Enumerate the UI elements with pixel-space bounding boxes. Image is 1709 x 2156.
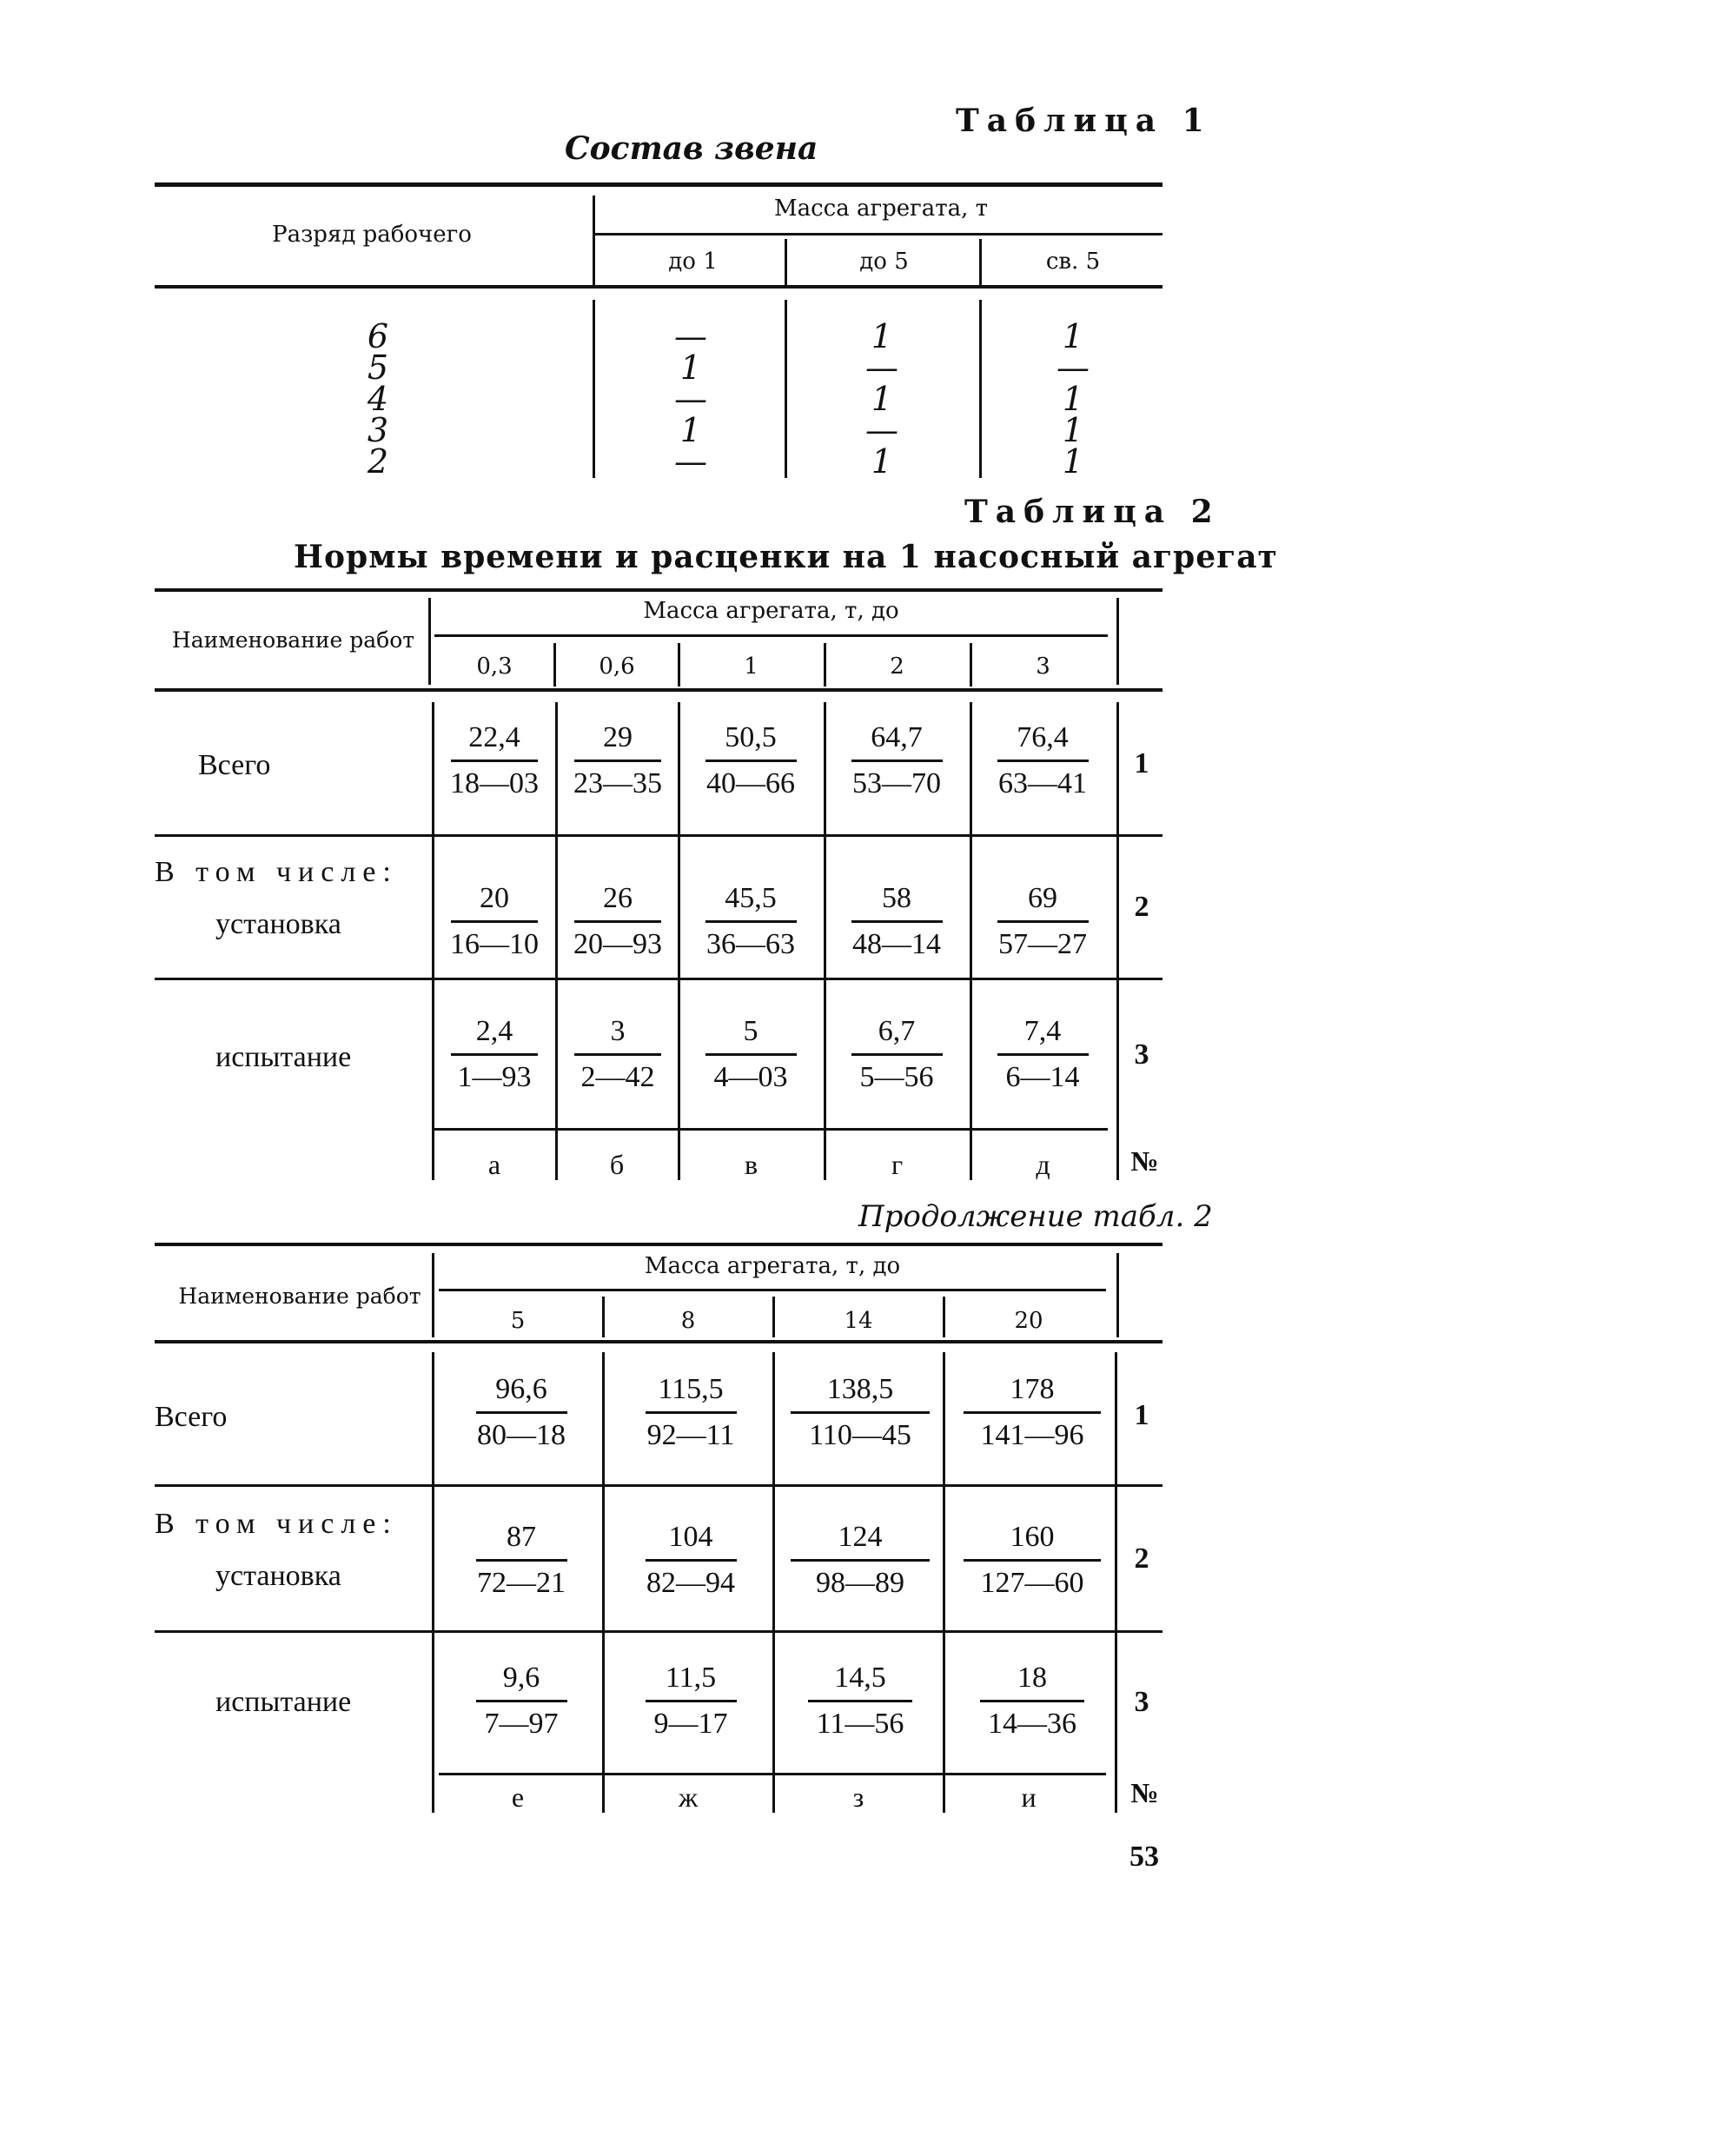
- table2b-subhead-rule: [439, 1289, 1106, 1291]
- table2b-col-letter: и: [1021, 1781, 1037, 1813]
- table2-vrule-body-0: [432, 702, 434, 1180]
- table2-caption: Таблица 2: [964, 494, 1221, 530]
- table2b-vrule-head-0: [432, 1253, 434, 1337]
- table2-number-sign: №: [1130, 1145, 1159, 1177]
- table1-vrule-body-0: [593, 300, 595, 478]
- table2-row2-rule: [155, 978, 1163, 980]
- table2-cell-fraction: 50,5 40—66: [706, 721, 795, 799]
- table1-cell: 1: [1062, 411, 1084, 449]
- table1-head-rule: [155, 285, 1163, 289]
- table1-vrule-head-0: [593, 196, 595, 287]
- table2-vrule-body-4: [970, 702, 972, 1180]
- table1-col-2: до 5: [859, 249, 909, 275]
- table1-rank-6: 6: [367, 317, 389, 355]
- table2-cell-fraction: 58 48—14: [852, 882, 941, 960]
- table2b-cell-fraction: 115,5 92—11: [630, 1373, 752, 1452]
- table2-col-5: 3: [1036, 653, 1050, 680]
- table2-row-number: 1: [1134, 747, 1149, 779]
- table2-row-number: 2: [1134, 891, 1149, 923]
- table2b-vrule-body-3: [943, 1352, 945, 1813]
- table2-row1-label: Всего: [198, 749, 271, 781]
- table1-vrule-head-2: [979, 239, 982, 287]
- table2b-row-number: 1: [1134, 1399, 1149, 1431]
- table2-cell-fraction: 6,7 5—56: [841, 1015, 952, 1094]
- table2-cell-fraction: 20 16—10: [450, 882, 539, 960]
- table2-cell-fraction: 7,4 6—14: [987, 1015, 1098, 1094]
- table2b-row-number: 3: [1134, 1686, 1149, 1718]
- table2-cell-fraction: 76,4 63—41: [998, 721, 1087, 799]
- table1-top-rule: [155, 182, 1163, 187]
- table1-col-3: св. 5: [1045, 249, 1101, 275]
- table1-vrule-body-1: [785, 300, 787, 478]
- table2b-cell-fraction: 96,6 80—18: [477, 1373, 566, 1451]
- table2b-col-1: 5: [510, 1308, 526, 1334]
- page-number: 53: [1129, 1841, 1159, 1873]
- table2-vrule-head: [824, 643, 826, 687]
- table2-vrule-body-3: [824, 702, 826, 1180]
- table2b-row1-rule: [155, 1484, 1163, 1487]
- table2b-row2-label-extra: установка: [215, 1560, 341, 1592]
- table2b-col-2: 8: [680, 1308, 696, 1334]
- table2b-head-rule: [155, 1340, 1163, 1343]
- table2b-top-rule: [155, 1243, 1163, 1246]
- table2-vrule-body-r: [1116, 702, 1119, 1180]
- table2b-vrule-body-r: [1115, 1352, 1117, 1813]
- table2-cell-fraction: 29 23—35: [573, 721, 662, 799]
- table2-col-4: 2: [890, 653, 904, 680]
- table2b-row3-label-extra: испытание: [215, 1686, 352, 1718]
- table2-head-mass: Масса агрегата, т, до: [643, 598, 899, 624]
- table2-cell-fraction: 45,5 36—63: [706, 882, 795, 960]
- table2-title: Нормы времени и расценки на 1 насосный агрегат: [294, 539, 1278, 575]
- table2b-row2-rule: [155, 1630, 1163, 1633]
- table2b-cell-fraction: 9,6 7—97: [460, 1662, 582, 1741]
- table1-head-mass: Масса агрегата, т: [773, 196, 989, 222]
- table2b-col-letter: ж: [678, 1781, 699, 1813]
- table1-cell: —: [1057, 348, 1090, 387]
- table1-title: Состав звена: [565, 130, 818, 167]
- table2b-row-number: 2: [1134, 1542, 1149, 1575]
- table2b-row2-label: В том числе:: [155, 1508, 398, 1540]
- table2-col-letter: а: [487, 1149, 501, 1180]
- table1-subhead-rule: [595, 233, 1163, 236]
- table2b-vrule-body-1: [602, 1352, 605, 1813]
- table1-cell: 1: [679, 348, 702, 387]
- table2-col-2: 0,6: [599, 653, 635, 680]
- table2b-cell-fraction: 11,5 9—17: [630, 1662, 752, 1741]
- table1-rank-4: 4: [367, 380, 389, 418]
- table2-cell-fraction: 3 2—42: [565, 1015, 671, 1094]
- table1-cell: —: [674, 442, 707, 481]
- table1-cell: 1: [1062, 442, 1084, 481]
- table1-cell: 1: [679, 411, 702, 449]
- table1-cell: —: [674, 380, 707, 418]
- table2-row3-label-extra: испытание: [215, 1041, 352, 1073]
- table2-col-letter: д: [1036, 1149, 1050, 1180]
- table1-cell: 1: [1062, 380, 1084, 418]
- table2b-vrule-body-0: [432, 1352, 434, 1813]
- table2b-vrule-body-2: [772, 1352, 775, 1813]
- table2-vrule-head-0: [428, 598, 431, 685]
- table2-cell-fraction: 5 4—03: [695, 1015, 806, 1094]
- table1-cell: 1: [871, 442, 893, 481]
- table1-col-1: до 1: [668, 249, 718, 275]
- table2b-row1-label: Всего: [155, 1401, 228, 1433]
- table2-subhead-rule: [434, 634, 1108, 637]
- table2b-col-letter: е: [511, 1781, 525, 1813]
- table1-cell: —: [674, 317, 707, 355]
- table1-cell: —: [865, 411, 898, 449]
- table2-vrule-body-2: [678, 702, 680, 1180]
- table2b-cell-fraction: 124 98—89: [786, 1521, 934, 1600]
- table2-cell-fraction: 26 20—93: [573, 882, 662, 960]
- table2b-vrule-head: [943, 1297, 945, 1337]
- table2-vrule-head: [678, 643, 680, 687]
- table2b-vrule-head: [772, 1297, 775, 1337]
- table2-cell-fraction: 2,4 1—93: [441, 1015, 547, 1094]
- table2-row2-label-extra: установка: [215, 908, 341, 940]
- table2-vrule-head-r: [1116, 598, 1119, 685]
- table2-letters-rule: [434, 1128, 1108, 1131]
- table2-col-letter: в: [744, 1149, 758, 1180]
- table2b-number-sign: №: [1130, 1777, 1159, 1808]
- table2-col-3: 1: [744, 653, 758, 680]
- table1-cell: 1: [871, 380, 893, 418]
- table2-cell-fraction: 22,4 18—03: [450, 721, 539, 799]
- table1-head-rank: Разряд рабочего: [272, 222, 472, 248]
- table2b-head-mass: Масса агрегата, т, до: [644, 1253, 901, 1279]
- table2-cell-fraction: 64,7 53—70: [852, 721, 941, 799]
- table1-rank-3: 3: [367, 411, 389, 449]
- table2b-head-name: Наименование работ: [178, 1284, 421, 1309]
- table2-col-1: 0,3: [476, 653, 513, 680]
- table2-row2-label: В том числе:: [155, 856, 398, 888]
- table2-head-name: Наименование работ: [171, 627, 415, 653]
- table2b-cell-fraction: 87 72—21: [477, 1521, 566, 1599]
- table1-cell: 1: [871, 317, 893, 355]
- table2-row-number: 3: [1134, 1038, 1149, 1071]
- table2-top-rule: [155, 588, 1163, 592]
- table2-cell-fraction: 69 57—27: [998, 882, 1087, 960]
- table1-rank-2: 2: [367, 442, 389, 481]
- table2-vrule-head: [970, 643, 972, 687]
- table1-cell: 1: [1062, 317, 1084, 355]
- table2b-col-letter: з: [852, 1781, 864, 1813]
- table2-col-letter: г: [891, 1149, 904, 1180]
- table2-vrule-head: [553, 643, 556, 687]
- table1-caption: Таблица 1: [956, 103, 1212, 139]
- table2b-vrule-head: [602, 1297, 605, 1337]
- table2b-col-3: 14: [844, 1308, 873, 1334]
- table1-rank-5: 5: [367, 348, 389, 387]
- table2b-cell-fraction: 18 14—36: [963, 1662, 1102, 1741]
- table2b-cell-fraction: 104 82—94: [646, 1521, 735, 1599]
- table1-vrule-head-1: [785, 239, 787, 287]
- table2b-cell-fraction: 178 141—96: [963, 1373, 1102, 1452]
- table2-row1-rule: [155, 834, 1163, 837]
- table2-head-rule: [155, 688, 1163, 692]
- table2b-col-4: 20: [1014, 1308, 1043, 1334]
- table1-vrule-body-2: [979, 300, 982, 478]
- table2b-cell-fraction: 138,5 110—45: [786, 1373, 934, 1452]
- table2-col-letter: б: [609, 1149, 625, 1180]
- table2b-cell-fraction: 160 127—60: [963, 1521, 1102, 1600]
- table2-vrule-body-1: [555, 702, 558, 1180]
- table2b-caption: Продолжение табл. 2: [858, 1199, 1213, 1234]
- table1-cell: —: [865, 348, 898, 387]
- table2b-vrule-head-r: [1116, 1253, 1119, 1337]
- table2b-cell-fraction: 14,5 11—56: [786, 1662, 934, 1741]
